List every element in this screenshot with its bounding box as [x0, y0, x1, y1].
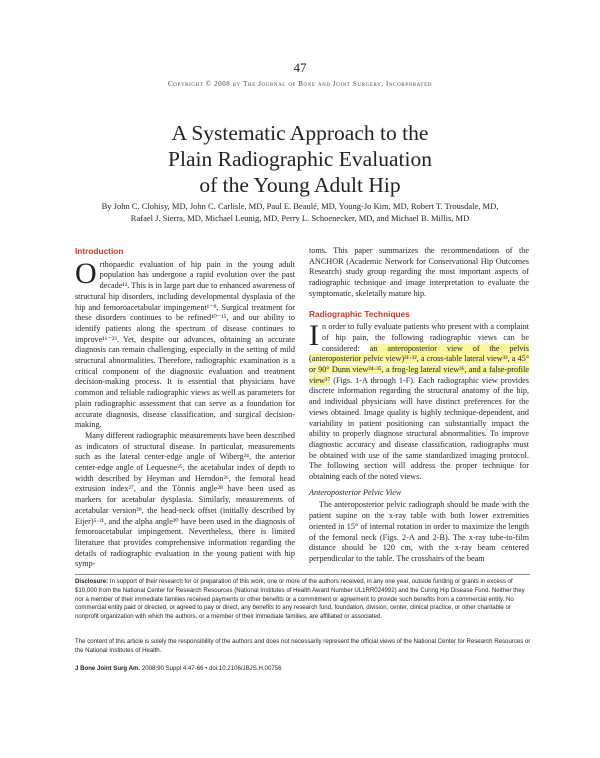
- content-responsibility-note: The content of this article is solely the responsibility of the authors and does not necessarily represent the official views of the National Center for Research Resources or the National Institutes of Health.: [75, 638, 531, 654]
- title-line-2: Plain Radiographic Evaluation: [168, 147, 432, 171]
- ap-pelvic-view-subheading: Anteroposterior Pelvic View: [309, 487, 402, 497]
- intro-continuation: toms. This paper summarizes the recommendations of the ANCHOR (Academic Network for Conservational Hip Outcomes Research) study group regarding the most important aspects of radiographic technique and image interpretation to evaluate the symptomatic, skeletally mature hip.: [309, 246, 529, 298]
- title-line-1: A Systematic Approach to the: [171, 121, 429, 145]
- author-line-1: By John C. Clohisy, MD, John C. Carlisle, MD, Paul E. Beaulé, MD, Young-Jo Kim, MD, Robert T. Trousdale, MD,: [101, 201, 499, 211]
- intro-paragraph-1-text: rthopaedic evaluation of hip pain in the young adult population has undergone a rapid evolution over the past decade¹². This is in large part due to enhanced awareness of structural hip disorders, including developmental dysplasia of the hip and femoroacetabular impingement¹⁻⁹. Surgical treatment for these disorders continues to be refined¹⁰⁻¹⁵, and our ability to identify patients along the spectrum of disease continues to improve¹⁶⁻²³. Yet, despite our advances, obtaining an accurate diagnosis can remain challenging, especially in the setting of mild structural abnormalities. Therefore, radiographic examination is a critical component of the diagnostic evaluation and treatment decision-making process. It is essential that physicians have common and reliable radiographic views as well as parameters for plain radiographic assessment that can serve as a foundation for accurate diagnosis, disease classification, and surgical decision-making.: [75, 259, 295, 430]
- drop-cap-o: O: [75, 256, 97, 290]
- right-column: [309, 246, 529, 565]
- page-number: 47: [293, 60, 307, 75]
- disclosure-label: Disclosure:: [75, 578, 109, 585]
- journal-abbrev: J Bone Joint Surg Am.: [75, 665, 141, 672]
- copyright-line: Copyright © 2008 by The Journal of Bone and Joint Surgery, Incorporated: [168, 80, 432, 88]
- intro-paragraph-1: [75, 256, 295, 431]
- drop-cap-i: I: [309, 319, 319, 353]
- techniques-paragraph: [309, 319, 529, 483]
- author-line-2: Rafael J. Sierra, MD, Michael Leunig, MD, Perry L. Schoenecker, MD, and Michael B. Millis, MD: [130, 213, 470, 223]
- article-title: [60, 120, 540, 198]
- highlighted-views-list: an anteroposterior view of the pelvis (anteroposterior pelvic view)³¹·³², a cross-table lateral view³³, a 45° or 90° Dunn view³⁴·³⁵, a frog-leg lateral view³⁶, and a false-profile view³⁷: [309, 343, 529, 385]
- disclosure-text: In support of their research for or preparation of this work, one or more of the authors received, in any one year, outside funding or grants in excess of $10,000 from the National Center for Research Resources (National Institutes of Health Award Number UL1RR024992) and the Curing Hip Disease Fund. Neither they nor a member of their immediate families received payments or other benefits or a commitment or agreement to provide such benefits from a commercial entity. No commercial entity paid or directed, or agreed to pay or direct, any benefits to any research fund, foundation, division, center, clinical practice, or other charitable or nonprofit organization with which the authors, or a member of their immediate families, are affiliated or associated.: [75, 578, 525, 621]
- citation-line: [75, 665, 535, 672]
- ap-pelvic-paragraph: The anteroposterior pelvic radiograph should be made with the patient supine on the x-ray table with both lower extremities oriented in 15° of internal rotation in order to maximize the length of the femoral neck (Figs. 2-A and 2-B). The x-ray tube-to-film distance should be 120 cm, with the x-ray beam centered perpendicular to the table. The crosshairs of the beam: [309, 500, 529, 563]
- intro-paragraph-2: Many different radiographic measurements have been described as indicators of structural disease. In particular, measurements such as the lateral center-edge angle of Wiberg²⁴, the anterior center-edge angle of Lequesne²⁵, the acetabular index of depth to width described by Heyman and Herndon²⁶, the femoral head extrusion index²⁷, and the Tönnis angle²⁸ have been used as markers for acetabular dysplasia. Similarly, measurements of acetabular version²⁹, the head-neck offset (initially described by Eijer)⁵·²¹, and the alpha angle³⁰ have been used in the diagnosis of femoroacetabular impingement. Nevertheless, there is limited literature that provides comprehensive information regarding the details of radiographic evaluation in the young patient with hip symp-: [75, 430, 295, 569]
- title-line-3: of the Young Adult Hip: [199, 173, 401, 197]
- disclosure-note: [75, 578, 535, 622]
- left-column: [75, 246, 295, 570]
- techniques-text-end: (Figs. 1-A through 1-F). Each radiographic view provides discrete information regarding the structural anatomy of the hip, and individual physicians will have distinct preferences for the views obtained. Image quality is highly technique-dependent, and variability in patient positioning can substantially impact the ability to properly diagnose structural abnormalities. To improve diagnostic accuracy and disease classification, radiographs must be obtained with use of the same standardized imaging protocol. The following section will address the proper technique for obtaining each of the noted views.: [309, 375, 529, 482]
- footnote-divider: [75, 574, 530, 575]
- techniques-text-start: n order to fully evaluate patients who present with a complaint of hip pain, the following radiographic views can be considered:: [322, 322, 529, 353]
- citation-details: 2008;90 Suppl 4:47-66 • doi:10.2106/JBJS.H.00756: [140, 665, 282, 672]
- introduction-heading: Introduction: [75, 246, 124, 256]
- radiographic-techniques-heading: Radiographic Techniques: [309, 308, 410, 319]
- author-list: [60, 200, 540, 224]
